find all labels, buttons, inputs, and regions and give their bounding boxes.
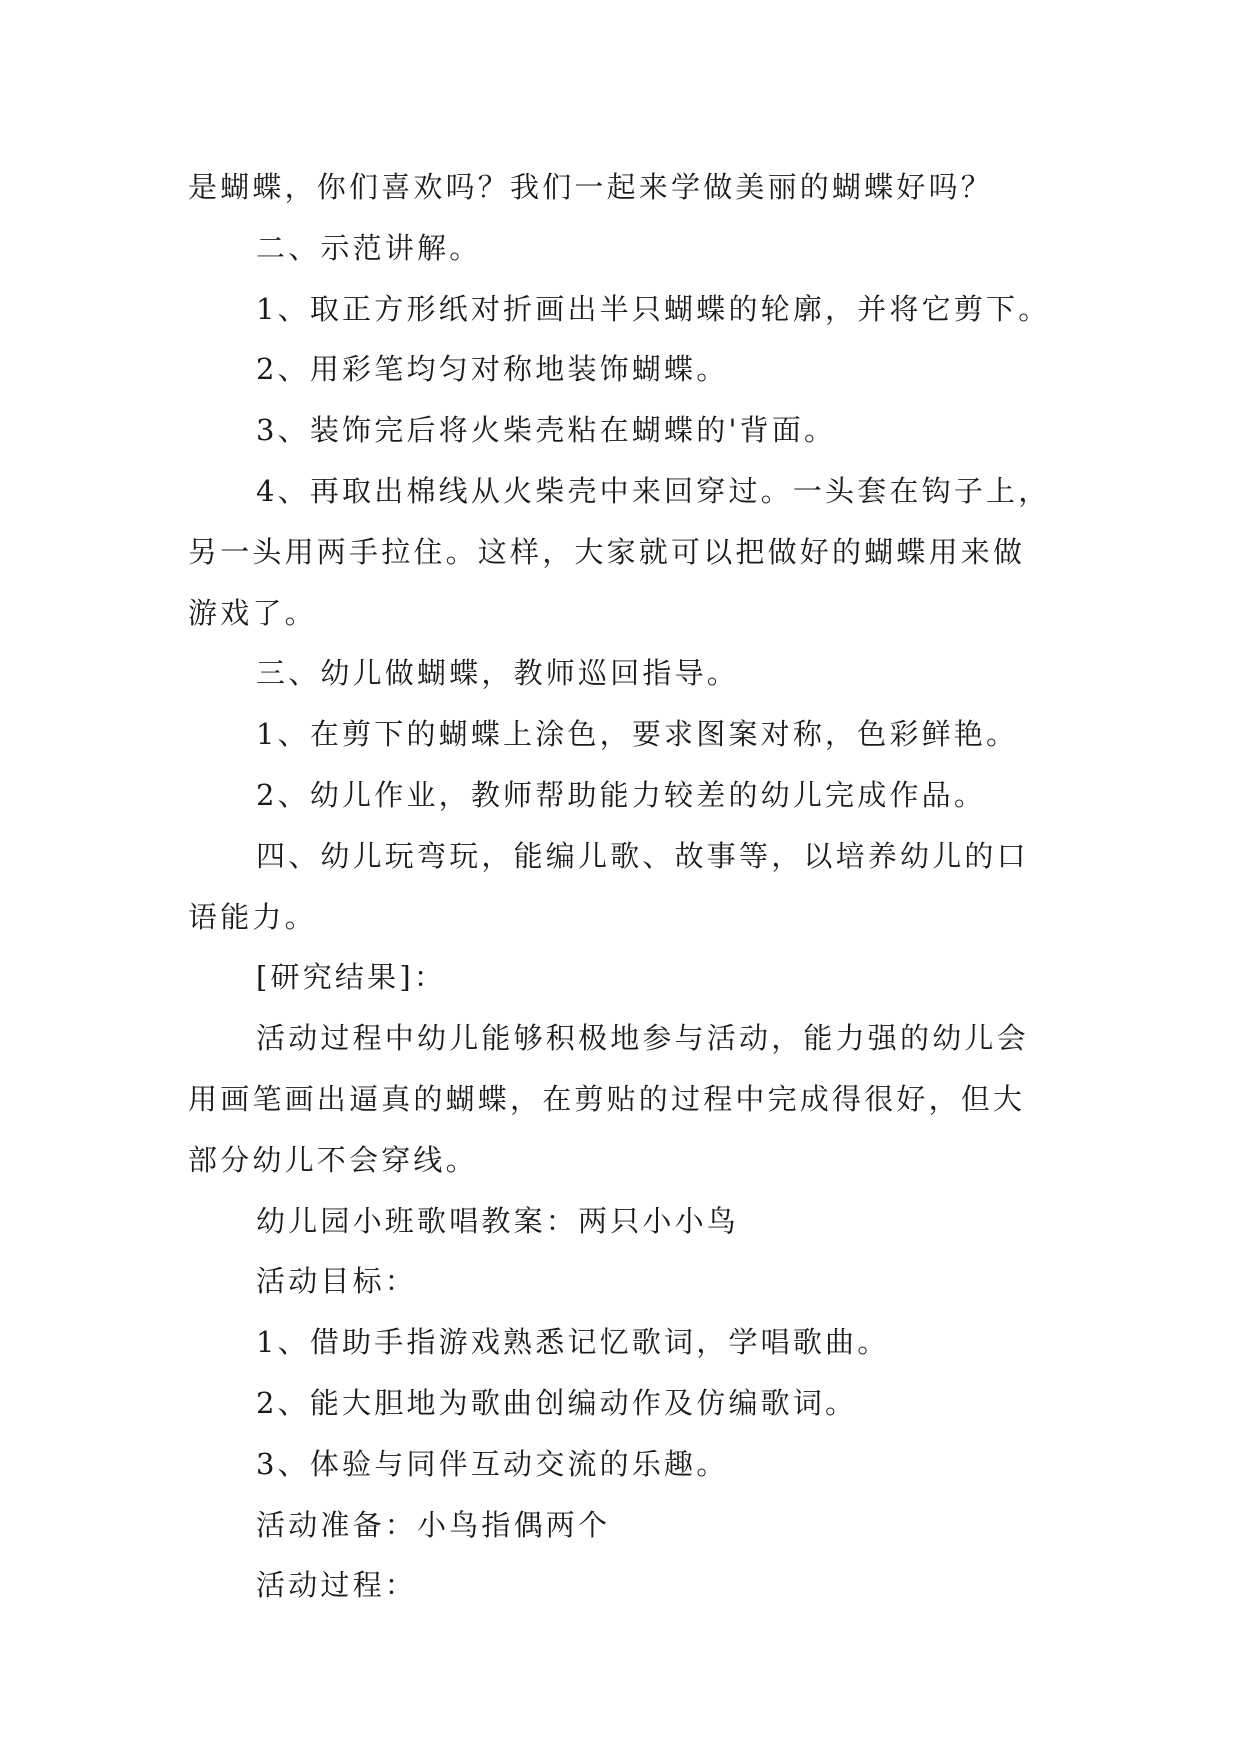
text-line: 游戏了。 [188, 595, 317, 630]
text-line: 1、借助手指游戏熟悉记忆歌词，学唱歌曲。 [256, 1325, 890, 1360]
lesson-title: 幼儿园小班歌唱教案：两只小小鸟 [256, 1203, 740, 1238]
text-line: 2、能大胆地为歌曲创编动作及仿编歌词。 [256, 1385, 858, 1420]
text-line: 3、装饰完后将火柴壳粘在蝴蝶的'背面。 [256, 413, 837, 448]
text-line: 活动过程中幼儿能够积极地参与活动，能力强的幼儿会 [256, 1021, 1029, 1056]
section-heading: 活动准备：小鸟指偶两个 [256, 1507, 611, 1542]
text-line: 3、体验与同伴互动交流的乐趣。 [256, 1446, 729, 1481]
text-line: 1、取正方形纸对折画出半只蝴蝶的轮廓，并将它剪下。 [256, 291, 1051, 326]
section-heading: [研究结果]： [256, 960, 447, 995]
text-line: 用画笔画出逼真的蝴蝶，在剪贴的过程中完成得很好，但大 [188, 1081, 1026, 1116]
section-heading: 三、幼儿做蝴蝶，教师巡回指导。 [256, 656, 740, 691]
section-heading: 二、示范讲解。 [256, 230, 482, 265]
document-body [188, 157, 1068, 1616]
section-heading: 四、幼儿玩弯玩，能编儿歌、故事等，以培养幼儿的口 [256, 838, 1029, 873]
text-line: 1、在剪下的蝴蝶上涂色，要求图案对称，色彩鲜艳。 [256, 717, 1019, 752]
text-line: 4、再取出棉线从火柴壳中来回穿过。一头套在钩子上， [256, 473, 1051, 508]
section-heading: 活动过程： [256, 1568, 418, 1603]
text-line: 语能力。 [188, 899, 317, 934]
text-line: 部分幼儿不会穿线。 [188, 1142, 478, 1177]
text-line: 2、用彩笔均匀对称地装饰蝴蝶。 [256, 352, 729, 387]
section-heading: 活动目标： [256, 1264, 418, 1299]
text-line: 是蝴蝶，你们喜欢吗？我们一起来学做美丽的蝴蝶好吗？ [188, 170, 994, 204]
text-line: 2、幼儿作业，教师帮助能力较差的幼儿完成作品。 [256, 777, 987, 812]
text-line: 另一头用两手拉住。这样，大家就可以把做好的蝴蝶用来做 [188, 534, 1026, 569]
